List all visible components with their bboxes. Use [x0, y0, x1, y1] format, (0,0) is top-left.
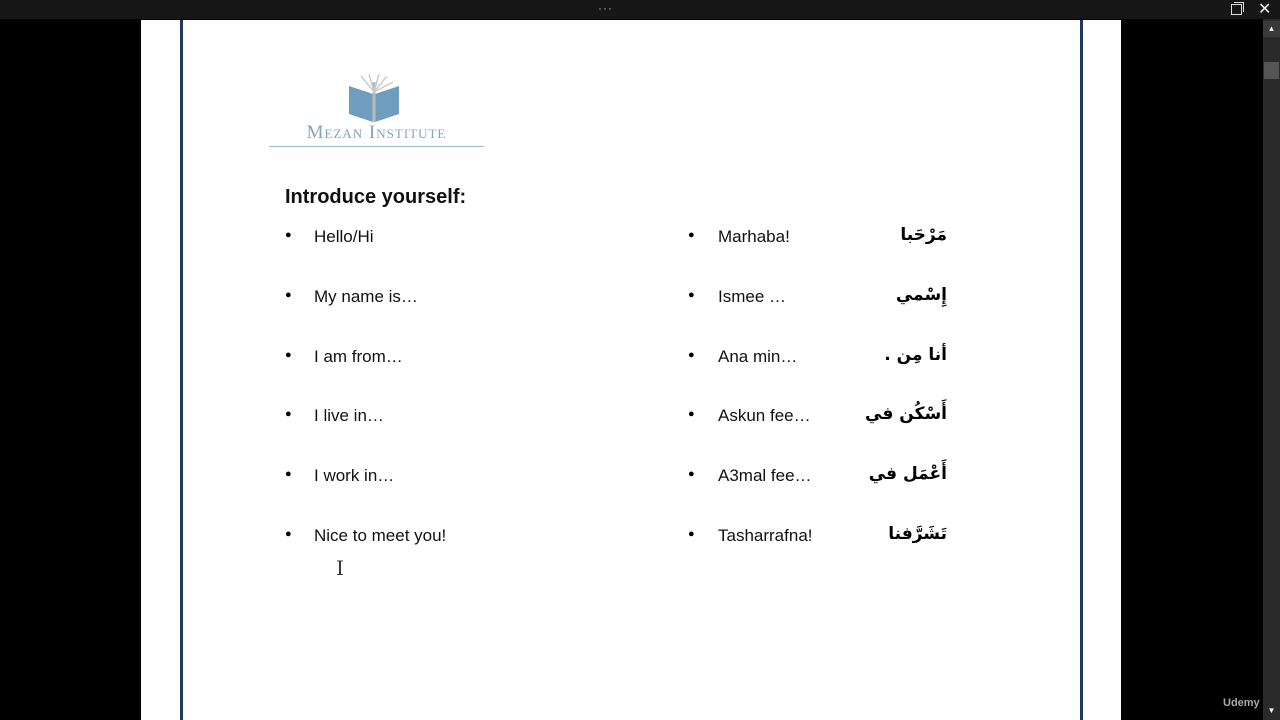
- scroll-up-icon[interactable]: ▲: [1263, 21, 1280, 37]
- bullet-icon: ●: [285, 408, 292, 420]
- transliteration: Tasharrafna!: [718, 526, 813, 545]
- arabic-phrase: تَشَرَّفنا: [888, 524, 947, 544]
- bullet-icon: ●: [688, 528, 695, 540]
- english-phrase: My name is…: [314, 287, 418, 306]
- text-cursor-icon: I: [336, 556, 344, 580]
- bullet-icon: ●: [688, 289, 695, 301]
- bullet-icon: ●: [688, 468, 695, 480]
- mezan-logo: [269, 72, 484, 144]
- book-scale-icon: [269, 72, 484, 124]
- transliteration: Ismee …: [718, 287, 787, 306]
- arabic-phrase: إِسْمي: [895, 285, 947, 305]
- transliteration: Askun fee…: [718, 406, 811, 425]
- arabic-phrase: مَرْحَبا: [900, 225, 947, 245]
- scroll-down-icon[interactable]: ▼: [1267, 706, 1276, 715]
- bullet-icon: ●: [285, 468, 292, 480]
- document-page: [141, 20, 1121, 720]
- scroll-thumb[interactable]: [1264, 62, 1279, 79]
- english-phrase: I live in…: [314, 406, 384, 425]
- udemy-watermark: Udemy: [1223, 697, 1260, 709]
- arabic-phrase: أَسْكُن في: [865, 404, 947, 424]
- english-phrase: I am from…: [314, 347, 403, 366]
- transliteration: Ana min…: [718, 347, 798, 366]
- close-icon[interactable]: ✕: [1258, 1, 1272, 18]
- english-phrase: I work in…: [314, 466, 395, 485]
- bullet-icon: ●: [688, 408, 695, 420]
- page-heading: Introduce yourself:: [285, 186, 467, 208]
- transliteration: Marhaba!: [718, 227, 790, 246]
- logo-text: Mezan Institute: [306, 122, 447, 143]
- bullet-icon: ●: [285, 289, 292, 301]
- bullet-icon: ●: [688, 229, 695, 241]
- bullet-icon: ●: [688, 349, 695, 361]
- page-border-right: [1080, 20, 1083, 720]
- arabic-phrase: أنا مِن .: [884, 345, 947, 365]
- bullet-icon: ●: [285, 349, 292, 361]
- page-border-left: [180, 20, 183, 720]
- more-options-icon[interactable]: ···: [598, 1, 613, 15]
- transliteration: A3mal fee…: [718, 466, 812, 485]
- vertical-scrollbar[interactable]: [1263, 19, 1280, 720]
- bullet-icon: ●: [285, 528, 292, 540]
- english-phrase: Hello/Hi: [314, 227, 374, 246]
- arabic-phrase: أَعْمَل في: [868, 464, 947, 484]
- window-titlebar: [0, 0, 1280, 19]
- restore-icon[interactable]: [1231, 4, 1242, 15]
- english-phrase: Nice to meet you!: [314, 526, 447, 545]
- bullet-icon: ●: [285, 229, 292, 241]
